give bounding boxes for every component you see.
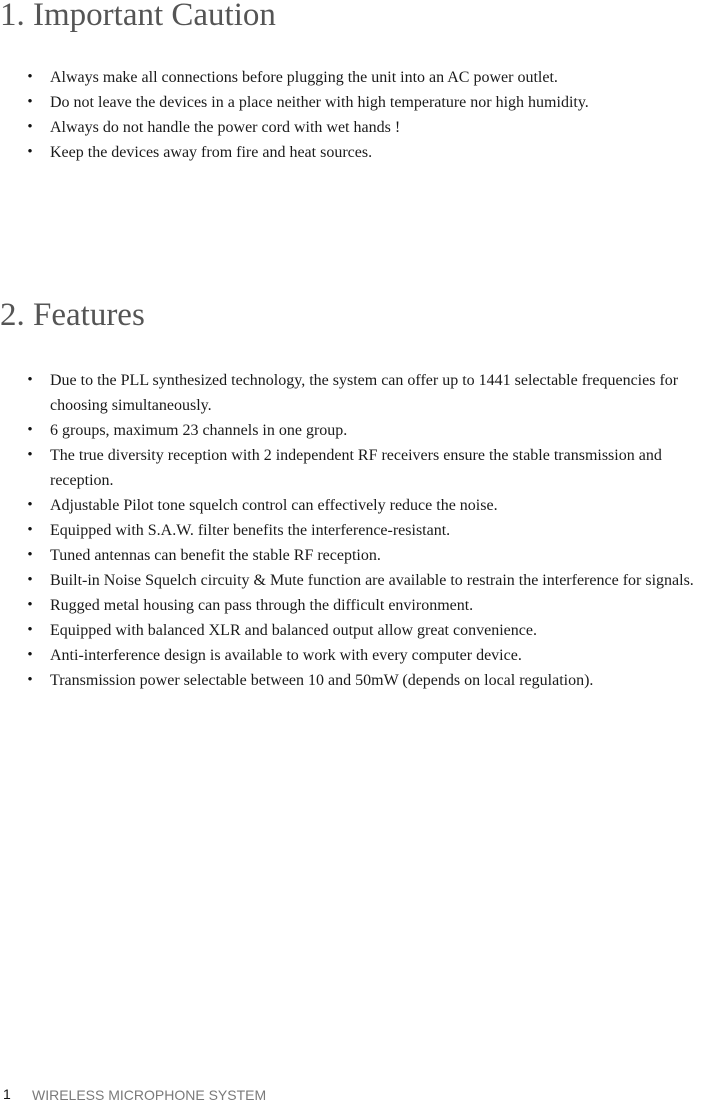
bullet-icon: • xyxy=(27,522,33,538)
list-item xyxy=(0,140,710,165)
list-item xyxy=(0,368,710,418)
caution-list xyxy=(0,65,710,165)
bullet-icon: • xyxy=(27,597,33,613)
page-footer xyxy=(0,1085,714,1103)
list-item xyxy=(0,90,710,115)
features-list xyxy=(0,368,710,693)
bullet-icon: • xyxy=(27,622,33,638)
list-item-text: Equipped with balanced XLR and balanced output allow great convenience. xyxy=(50,622,537,639)
list-item-text: Anti-interference design is available to work with every computer device. xyxy=(50,647,522,664)
list-item-text: Built-in Noise Squelch circuity & Mute function are available to restrain the interference for signals. xyxy=(50,572,694,589)
bullet-icon: • xyxy=(27,497,33,513)
section-heading-features: 2. Features xyxy=(0,297,145,333)
list-item xyxy=(0,593,710,618)
list-item-text: Transmission power selectable between 10 and 50mW (depends on local regulation). xyxy=(50,672,594,689)
list-item-text: Do not leave the devices in a place neither with high temperature nor high humidity. xyxy=(50,94,589,111)
bullet-icon: • xyxy=(27,69,33,85)
list-item-text: Adjustable Pilot tone squelch control can effectively reduce the noise. xyxy=(50,497,498,514)
list-item xyxy=(0,115,710,140)
bullet-icon: • xyxy=(27,647,33,663)
bullet-icon: • xyxy=(27,547,33,563)
bullet-icon: • xyxy=(27,119,33,135)
list-item xyxy=(0,493,710,518)
list-item xyxy=(0,668,710,693)
list-item-text: Equipped with S.A.W. filter benefits the interference-resistant. xyxy=(50,522,451,539)
list-item-text: Always do not handle the power cord with wet hands ! xyxy=(50,119,401,136)
bullet-icon: • xyxy=(27,572,33,588)
list-item-text: 6 groups, maximum 23 channels in one group. xyxy=(50,422,348,439)
list-item xyxy=(0,568,710,593)
bullet-icon: • xyxy=(27,447,33,463)
list-item-text: The true diversity reception with 2 independent RF receivers ensure the stable transmission and reception. xyxy=(50,447,662,489)
list-item xyxy=(0,65,710,90)
list-item-text: Keep the devices away from fire and heat sources. xyxy=(50,144,373,161)
bullet-icon: • xyxy=(27,94,33,110)
footer-title: WIRELESS MICROPHONE SYSTEM xyxy=(32,1087,267,1103)
list-item-text: Due to the PLL synthesized technology, the system can offer up to 1441 selectable frequencies for choosing simultaneously. xyxy=(50,372,679,414)
bullet-icon: • xyxy=(27,672,33,688)
bullet-icon: • xyxy=(27,422,33,438)
list-item-text: Rugged metal housing can pass through the difficult environment. xyxy=(50,597,474,614)
bullet-icon: • xyxy=(27,372,33,388)
list-item xyxy=(0,618,710,643)
list-item xyxy=(0,518,710,543)
list-item xyxy=(0,418,710,443)
section-heading-important-caution: 1. Important Caution xyxy=(0,0,276,33)
list-item-text: Tuned antennas can benefit the stable RF reception. xyxy=(50,547,381,564)
bullet-icon: • xyxy=(27,144,33,160)
list-item xyxy=(0,643,710,668)
list-item xyxy=(0,443,710,493)
list-item xyxy=(0,543,710,568)
list-item-text: Always make all connections before plugging the unit into an AC power outlet. xyxy=(50,69,558,86)
page-number: 1 xyxy=(3,1086,11,1102)
